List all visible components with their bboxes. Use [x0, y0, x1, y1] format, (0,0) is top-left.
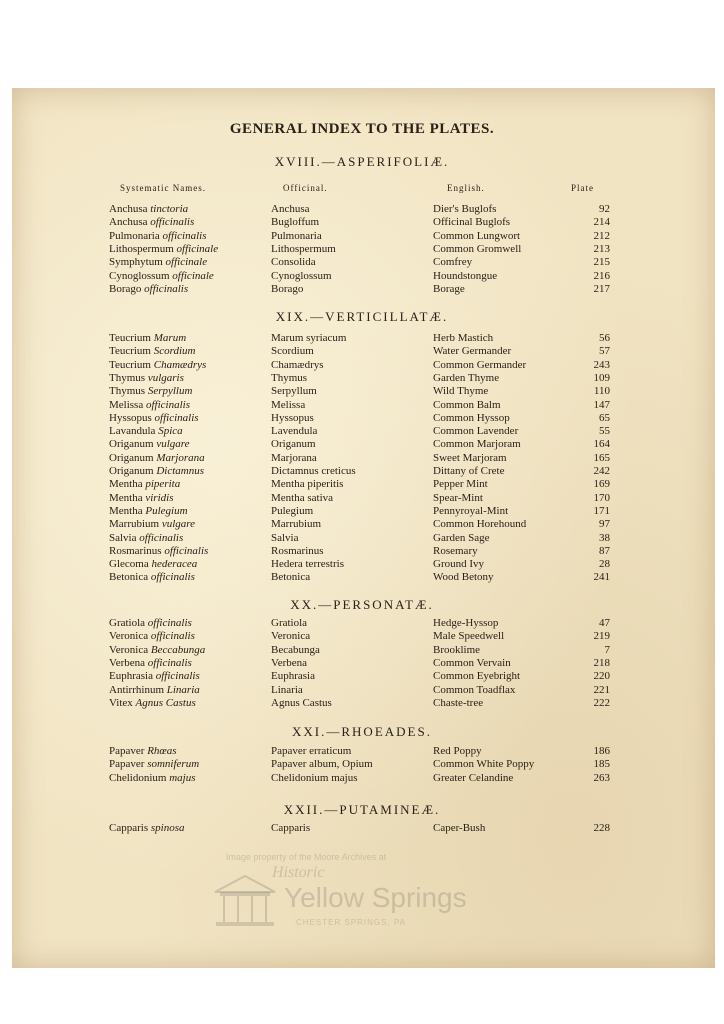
genus: Salvia [109, 531, 137, 544]
genus: Mentha [109, 478, 143, 491]
plate-number: 92 [599, 203, 610, 215]
systematic-name [109, 256, 207, 269]
plate-number: 56 [599, 332, 610, 344]
species: officinale [172, 269, 214, 282]
english-name: Ground Ivy [433, 558, 485, 571]
officinal-name: Pulegium [271, 504, 314, 517]
species: officinalis [139, 531, 184, 544]
english-name: Common Toadflax [433, 683, 516, 696]
index-row [0, 385, 724, 398]
english-name: Garden Thyme [433, 371, 500, 384]
systematic-name [109, 385, 192, 398]
plate-number: 217 [593, 282, 610, 295]
header-officinal: Officinal. [283, 183, 328, 193]
genus: Capparis [109, 822, 149, 834]
species: Marjorana [156, 451, 205, 464]
plate-number: 185 [593, 758, 610, 771]
systematic-name [109, 359, 206, 372]
species: piperita [145, 478, 181, 491]
english-name: Common White Poppy [433, 758, 535, 771]
english-name: Chaste-tree [433, 696, 484, 709]
officinal-name: Chelidonium majus [271, 771, 358, 784]
english-name: Common Hyssop [433, 411, 510, 424]
systematic-name [109, 492, 173, 505]
index-row [0, 617, 724, 630]
genus: Betonica [109, 571, 149, 584]
english-name: Male Speedwell [433, 630, 505, 643]
plate-number: 241 [593, 571, 610, 584]
systematic-name [109, 465, 204, 478]
english-name: Hedge-Hyssop [433, 617, 499, 629]
gazebo-logo-icon [210, 870, 280, 930]
plate-number: 169 [593, 478, 610, 491]
index-row [0, 270, 724, 283]
english-name: Officinal Buglofs [433, 216, 511, 229]
genus: Teucrium [109, 358, 151, 371]
index-row [0, 758, 724, 771]
watermark [200, 852, 500, 942]
index-row [0, 203, 724, 216]
english-name: Common Lungwort [433, 229, 521, 242]
officinal-name: Hyssopus [271, 411, 314, 424]
officinal-name: Betonica [271, 571, 311, 584]
officinal-name: Bugloffum [271, 216, 320, 229]
species: officinalis [150, 216, 195, 229]
plate-number: 263 [593, 771, 610, 784]
species: hederacea [151, 558, 198, 571]
species: officinalis [144, 282, 189, 295]
genus: Chelidonium [109, 771, 167, 784]
english-name: Water Germander [433, 345, 512, 358]
genus: Gratiola [109, 617, 146, 629]
genus: Marrubium [109, 518, 160, 531]
officinal-name: Agnus Castus [271, 696, 332, 709]
genus: Teucrium [109, 332, 151, 344]
plate-number: 218 [593, 656, 610, 669]
officinal-name: Marrubium [271, 518, 322, 531]
genus: Euphrasia [109, 670, 153, 683]
section-title: XIX.—VERTICILLATÆ. [275, 309, 449, 324]
index-row [0, 399, 724, 412]
species: Pulegium [145, 504, 188, 517]
systematic-name [109, 438, 190, 451]
genus: Hyssopus [109, 411, 152, 424]
species: Scordium [153, 345, 196, 358]
species: officinalis [164, 544, 209, 557]
species: officinalis [147, 656, 192, 669]
index-row [0, 657, 724, 670]
plate-number: 228 [593, 822, 610, 834]
species: Agnus Castus [135, 696, 196, 709]
index-row [0, 359, 724, 372]
english-name: Pennyroyal-Mint [433, 504, 509, 517]
genus: Verbena [109, 656, 146, 669]
page-title: GENERAL INDEX TO THE PLATES. [229, 121, 495, 137]
officinal-name: Mentha sativa [271, 491, 334, 504]
plate-number: 165 [593, 451, 610, 464]
plate-number: 7 [604, 643, 610, 656]
plate-number: 65 [599, 411, 610, 424]
index-row [0, 216, 724, 229]
officinal-name: Anchusa [271, 203, 310, 215]
systematic-name [109, 425, 183, 438]
systematic-name [109, 644, 205, 657]
officinal-name: Origanum [271, 438, 316, 451]
plate-number: 213 [593, 242, 610, 255]
index-row [0, 644, 724, 657]
index-row [0, 822, 724, 835]
english-name: Wood Betony [433, 571, 494, 584]
species: officinalis [155, 670, 200, 683]
systematic-name [109, 270, 214, 283]
systematic-name [109, 670, 200, 683]
systematic-name [109, 412, 199, 425]
header-systematic-names: Systematic Names. [120, 183, 206, 193]
watermark-credit: Image property of the Moore Archives at [226, 852, 387, 862]
officinal-name: Borago [271, 282, 304, 295]
index-row [0, 532, 724, 545]
plate-number: 222 [593, 696, 610, 709]
systematic-name [109, 372, 184, 385]
plate-number: 87 [599, 544, 610, 557]
english-name: Dier's Buglofs [433, 203, 497, 215]
officinal-name: Salvia [271, 531, 299, 544]
genus: Cynoglossum [109, 269, 170, 282]
genus: Melissa [109, 398, 144, 411]
plate-number: 28 [599, 558, 610, 571]
plate-number: 55 [599, 425, 610, 438]
systematic-name [109, 230, 206, 243]
plate-number: 216 [593, 269, 610, 282]
genus: Anchusa [109, 216, 148, 229]
officinal-name: Chamædrys [271, 358, 324, 371]
species: Rhœas [147, 745, 177, 757]
index-row [0, 478, 724, 491]
officinal-name: Gratiola [271, 617, 308, 629]
officinal-name: Consolida [271, 256, 316, 269]
index-row [0, 571, 724, 584]
species: officinalis [147, 617, 192, 629]
index-row [0, 465, 724, 478]
plate-number: 219 [593, 630, 610, 643]
officinal-name: Rosmarinus [271, 544, 324, 557]
officinal-name: Capparis [271, 822, 311, 834]
systematic-name [109, 545, 208, 558]
plate-number: 243 [593, 358, 610, 371]
english-name: Greater Celandine [433, 771, 514, 784]
species: Marum [153, 332, 187, 344]
english-name: Borage [433, 282, 465, 295]
index-row [0, 745, 724, 758]
species: vulgare [156, 438, 190, 451]
english-name: Brooklime [433, 643, 481, 656]
english-name: Pepper Mint [433, 478, 488, 491]
genus: Lithospermum [109, 242, 174, 255]
systematic-name [109, 478, 180, 491]
english-name: Common Marjoram [433, 438, 521, 451]
species: officinalis [162, 229, 207, 242]
index-row [0, 345, 724, 358]
plate-number: 171 [593, 504, 610, 517]
officinal-name: Becabunga [271, 643, 320, 656]
english-name: Comfrey [433, 256, 473, 269]
genus: Teucrium [109, 345, 151, 358]
english-name: Red Poppy [433, 745, 482, 757]
index-row [0, 630, 724, 643]
section-title: XX.—PERSONATÆ. [290, 597, 434, 612]
english-name: Garden Sage [433, 531, 490, 544]
species: officinale [165, 256, 208, 269]
genus: Glecoma [109, 558, 149, 571]
genus: Rosmarinus [109, 544, 162, 557]
english-name: Common Gromwell [433, 242, 522, 255]
systematic-name [109, 532, 183, 545]
systematic-name [109, 657, 192, 670]
officinal-name: Cynoglossum [271, 269, 332, 282]
species: Chamædrys [153, 358, 207, 371]
species: spinosa [150, 822, 185, 834]
header-plate: Plate [571, 183, 594, 193]
species: Beccabunga [150, 643, 206, 656]
officinal-name: Pulmonaria [271, 229, 322, 242]
section-title: XVIII.—ASPERIFOLIÆ. [274, 154, 450, 169]
genus: Vitex [109, 696, 133, 709]
systematic-name [109, 505, 188, 518]
genus: Mentha [109, 504, 143, 517]
systematic-name [109, 758, 199, 771]
index-row [0, 412, 724, 425]
plate-number: 57 [599, 345, 610, 358]
english-name: Wild Thyme [433, 385, 489, 398]
species: Spica [158, 425, 183, 438]
genus: Thymus [109, 371, 146, 384]
genus: Symphytum [109, 256, 163, 269]
species: tinctoria [150, 203, 189, 215]
watermark-historic: Historic [272, 864, 325, 881]
english-name: Common Vervain [433, 656, 511, 669]
species: officinalis [145, 398, 190, 411]
species: Dictamnus [156, 465, 205, 477]
genus: Origanum [109, 438, 154, 451]
systematic-name [109, 822, 184, 835]
index-row [0, 256, 724, 269]
plate-number: 97 [599, 518, 610, 531]
english-name: Dittany of Crete [433, 465, 505, 477]
english-name: Caper-Bush [433, 822, 486, 834]
index-row [0, 772, 724, 785]
systematic-name [109, 216, 194, 229]
plate-number: 147 [593, 398, 610, 411]
systematic-name [109, 772, 195, 785]
plate-number: 186 [593, 745, 610, 757]
plate-number: 242 [593, 465, 610, 477]
english-name: Spear-Mint [433, 491, 483, 504]
watermark-location: CHESTER SPRINGS, PA [296, 918, 406, 927]
index-row [0, 545, 724, 558]
index-row [0, 372, 724, 385]
genus: Thymus [109, 385, 146, 398]
species: vulgaris [147, 371, 184, 384]
officinal-name: Verbena [271, 656, 308, 669]
systematic-name [109, 571, 195, 584]
species: officinalis [150, 630, 195, 643]
systematic-name [109, 617, 192, 630]
plate-number: 220 [593, 670, 610, 683]
plate-number: 47 [599, 617, 610, 629]
index-row [0, 283, 724, 296]
index-row [0, 425, 724, 438]
officinal-name: Thymus [271, 371, 308, 384]
officinal-name: Euphrasia [271, 670, 315, 683]
officinal-name: Scordium [271, 345, 314, 358]
systematic-name [109, 697, 196, 710]
index-row [0, 438, 724, 451]
species: vulgare [161, 518, 196, 531]
systematic-name [109, 332, 186, 345]
officinal-name: Marum syriacum [271, 332, 347, 344]
officinal-name: Hedera terrestris [271, 558, 344, 571]
officinal-name: Lavendula [271, 425, 318, 438]
systematic-name [109, 399, 190, 412]
plate-number: 109 [593, 371, 610, 384]
english-name: Common Eyebright [433, 670, 521, 683]
index-row [0, 505, 724, 518]
header-english: English. [447, 183, 485, 193]
genus: Papaver [109, 745, 145, 757]
systematic-name [109, 684, 200, 697]
plate-number: 215 [593, 256, 610, 269]
index-row [0, 230, 724, 243]
index-row [0, 452, 724, 465]
index-row [0, 243, 724, 256]
systematic-name [109, 452, 205, 465]
english-name: Common Germander [433, 358, 527, 371]
plate-number: 164 [593, 438, 610, 451]
officinal-name: Linaria [271, 683, 303, 696]
plate-number: 170 [593, 491, 610, 504]
officinal-name: Melissa [271, 398, 306, 411]
genus: Lavandula [109, 425, 156, 438]
genus: Anchusa [109, 203, 148, 215]
english-name: Common Lavender [433, 425, 519, 438]
plate-number: 38 [599, 531, 610, 544]
species: Linaria [166, 683, 200, 696]
plate-number: 110 [593, 385, 610, 398]
officinal-name: Serpyllum [271, 385, 317, 398]
systematic-name [109, 558, 197, 571]
section-title: XXI.—RHOEADES. [292, 724, 432, 739]
section-title: XXII.—PUTAMINEÆ. [283, 802, 441, 817]
systematic-name [109, 745, 177, 758]
genus: Veronica [109, 630, 149, 643]
genus: Origanum [109, 451, 154, 464]
systematic-name [109, 345, 196, 358]
english-name: Herb Mastich [433, 332, 494, 344]
systematic-name [109, 518, 195, 531]
index-row [0, 558, 724, 571]
species: viridis [145, 491, 174, 504]
plate-number: 212 [593, 229, 610, 242]
plate-number: 221 [593, 683, 610, 696]
species: officinale [176, 242, 219, 255]
english-name: Sweet Marjoram [433, 451, 507, 464]
genus: Papaver [109, 758, 145, 771]
index-row [0, 518, 724, 531]
species: majus [169, 771, 196, 784]
index-row [0, 684, 724, 697]
species: somniferum [147, 758, 200, 771]
systematic-name [109, 243, 218, 256]
genus: Antirrhinum [109, 683, 164, 696]
systematic-name [109, 283, 188, 296]
index-row [0, 492, 724, 505]
english-name: Common Horehound [433, 518, 527, 531]
officinal-name: Veronica [271, 630, 311, 643]
english-name: Rosemary [433, 544, 478, 557]
systematic-name [109, 203, 188, 216]
officinal-name: Papaver album, Opium [271, 758, 373, 771]
officinal-name: Lithospermum [271, 242, 336, 255]
watermark-name: Yellow Springs [284, 882, 467, 913]
species: officinalis [150, 571, 195, 584]
officinal-name: Mentha piperitis [271, 478, 344, 491]
index-row [0, 697, 724, 710]
genus: Veronica [109, 643, 149, 656]
genus: Pulmonaria [109, 229, 160, 242]
index-row [0, 332, 724, 345]
plate-number: 214 [593, 216, 610, 229]
officinal-name: Papaver erraticum [271, 745, 352, 757]
genus: Origanum [109, 465, 154, 477]
index-row [0, 670, 724, 683]
systematic-name [109, 630, 195, 643]
genus: Borago [109, 282, 142, 295]
english-name: Common Balm [433, 398, 501, 411]
species: Serpyllum [147, 385, 193, 398]
english-name: Houndstongue [433, 269, 498, 282]
officinal-name: Marjorana [271, 451, 317, 464]
officinal-name: Dictamnus creticus [271, 465, 356, 477]
species: officinalis [154, 411, 199, 424]
genus: Mentha [109, 491, 143, 504]
